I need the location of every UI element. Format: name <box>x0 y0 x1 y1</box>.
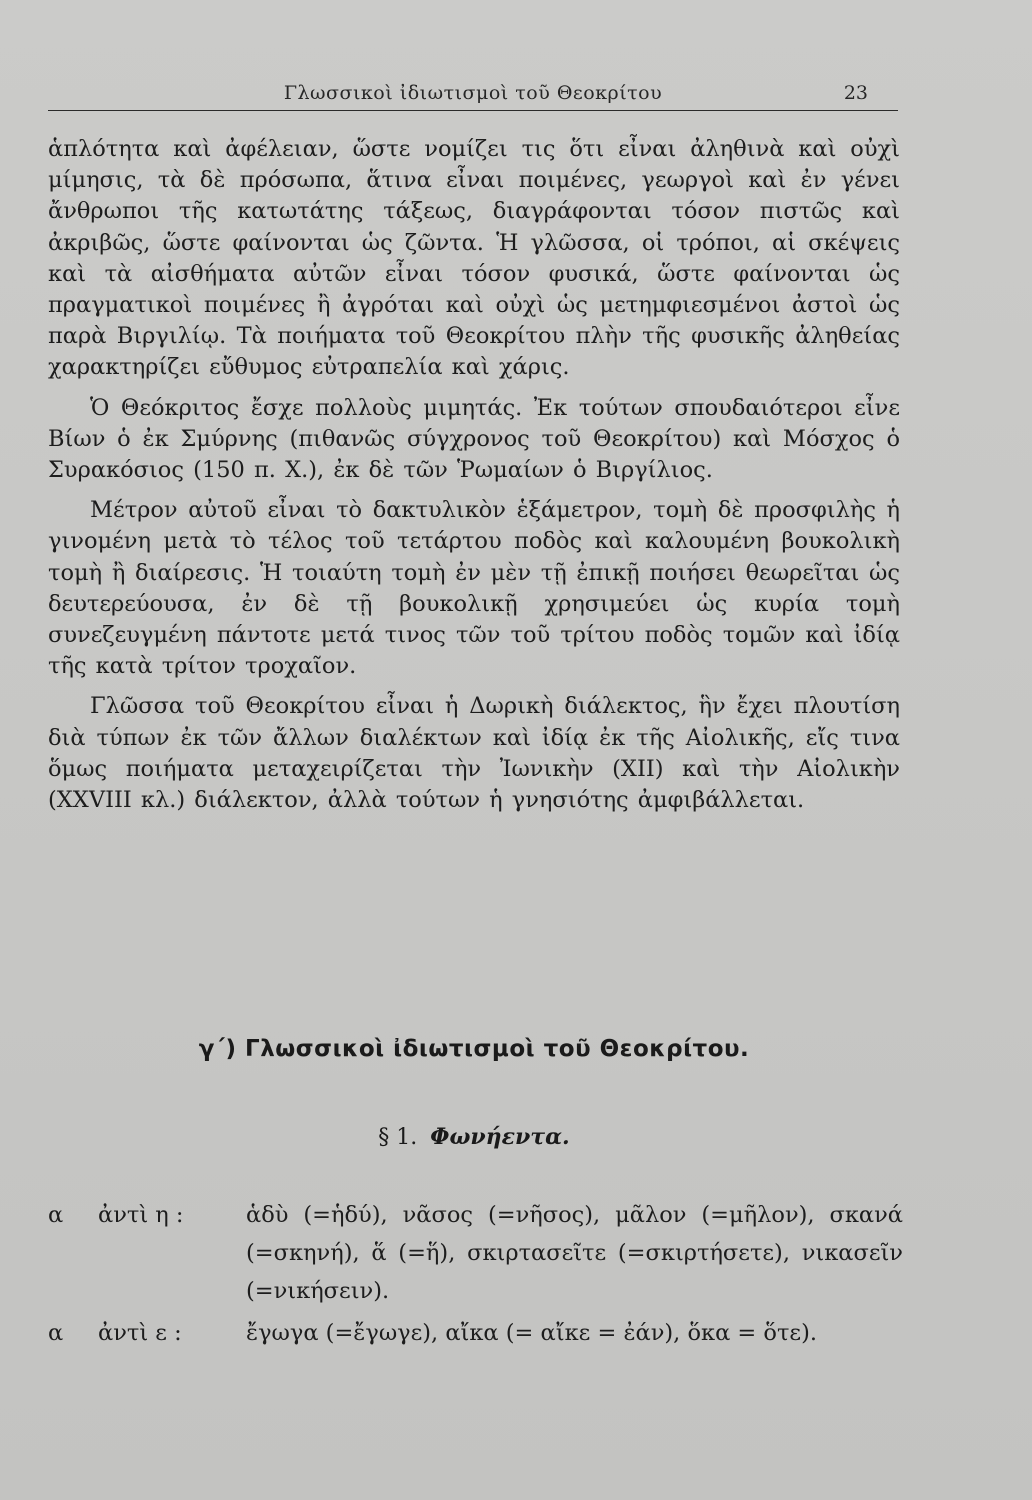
entry-examples: ἁδὺ (=ἡδύ), νᾶσος (=νῆσος), μᾶλον (=μῆλον), σκανά (=σκηνή), ἅ (=ἥ), σκιρτασεῖτε (=σκιρτήσετε), νικασεῖν (=νικήσειν). <box>246 1202 903 1304</box>
running-title: Γλωσσικοὶ ἰδιωτισμοὶ τοῦ Θεοκρίτου <box>283 82 663 104</box>
entry-letter: α <box>48 1320 64 1346</box>
page-number: 23 <box>843 82 868 104</box>
body-text <box>48 134 900 825</box>
subsection-title: Φωνήεντα. <box>430 1124 570 1150</box>
section-heading: γ΄) Γλωσσικοὶ ἰδιωτισμοὶ τοῦ Θεοκρίτου. <box>198 1036 750 1062</box>
paragraph-4: Γλῶσσα τοῦ Θεοκρίτου εἶναι ἡ Δωρικὴ διάλεκτος, ἣν ἔχει πλουτίση διὰ τύπων ἐκ τῶν ἄλλων διαλέκτων καὶ ἰδίᾳ ἐκ τῆς Αἰολικῆς, εἴς τινα ὅμως ποιήματα μεταχειρίζεται τὴν Ἰωνικὴν (XII) καὶ τὴν Αἰολικὴν (XXVIII κλ.) διάλεκτον, ἀλλὰ τούτων ἡ γνησιότης ἀμφιβάλλεται. <box>48 693 900 814</box>
running-header <box>48 76 898 111</box>
entry-rule: ἀντὶ ε : <box>98 1320 182 1346</box>
entry-rule: ἀντὶ η : <box>98 1202 184 1228</box>
paragraph-1: ἁπλότητα καὶ ἀφέλειαν, ὥστε νομίζει τις ὅτι εἶναι ἀληθινὰ καὶ οὐχὶ μίμησις, τὰ δὲ πρόσωπα, ἅτινα εἶναι ποιμένες, γεωργοὶ καὶ ἐν γένει ἄνθρωποι τῆς κατωτάτης τάξεως, διαγράφονται τόσον πιστῶς καὶ ἀκριβῶς, ὥστε φαίνονται ὡς ζῶντα. Ἡ γλῶσσα, οἱ τρόποι, αἱ σκέψεις καὶ τὰ αἰσθήματα αὐτῶν εἶναι τόσον φυσικά, ὥστε φαίνονται ὡς πραγματικοὶ ποιμένες ἢ ἀγρόται καὶ οὐχὶ ὡς μετημφιεσμένοι ἀστοὶ ὡς παρὰ Βιργιλίῳ. Τὰ ποιήματα τοῦ Θεοκρίτου πλὴν τῆς φυσικῆς ἀληθείας χαρακτηρίζει εὔθυμος εὐτραπελία καὶ χάρις. <box>48 136 900 381</box>
entry-letter: α <box>48 1202 64 1228</box>
subsection-number: § 1. <box>378 1125 418 1150</box>
entry-examples: ἔγωγα (=ἔγωγε), αἴκα (= αἴκε = ἐάν), ὅκα = ὅτε). <box>246 1320 818 1346</box>
subsection-heading <box>48 1124 900 1150</box>
paragraph-2: Ὁ Θεόκριτος ἔσχε πολλοὺς μιμητάς. Ἐκ τούτων σπουδαιότεροι εἶνε Βίων ὁ ἐκ Σμύρνης (πιθανῶς σύγχρονος τοῦ Θεοκρίτου) καὶ Μόσχος ὁ Συρακόσιος (150 π. Χ.), ἐκ δὲ τῶν Ῥωμαίων ὁ Βιργίλιος. <box>48 394 900 484</box>
paragraph-3: Μέτρον αὐτοῦ εἶναι τὸ δακτυλικὸν ἑξάμετρον, τομὴ δὲ προσφιλὴς ἡ γινομένη μετὰ τὸ τέλος τοῦ τετάρτου ποδὸς καὶ καλουμένη βουκολικὴ τομὴ ἢ διαίρεσις. Ἡ τοιαύτη τομὴ ἐν μὲν τῇ ἐπικῇ ποιήσει θεωρεῖται ὡς δευτερεύουσα, ἐν δὲ τῇ βουκολικῇ χρησιμεύει ὡς κυρία τομὴ συνεζευγμένη πάντοτε μετά τινος τῶν τοῦ τρίτου ποδὸς τομῶν καὶ ἰδίᾳ τῆς κατὰ τρίτον τροχαῖον. <box>48 497 900 680</box>
phonology-entry <box>48 1314 903 1394</box>
phonology-entry <box>48 1196 903 1316</box>
